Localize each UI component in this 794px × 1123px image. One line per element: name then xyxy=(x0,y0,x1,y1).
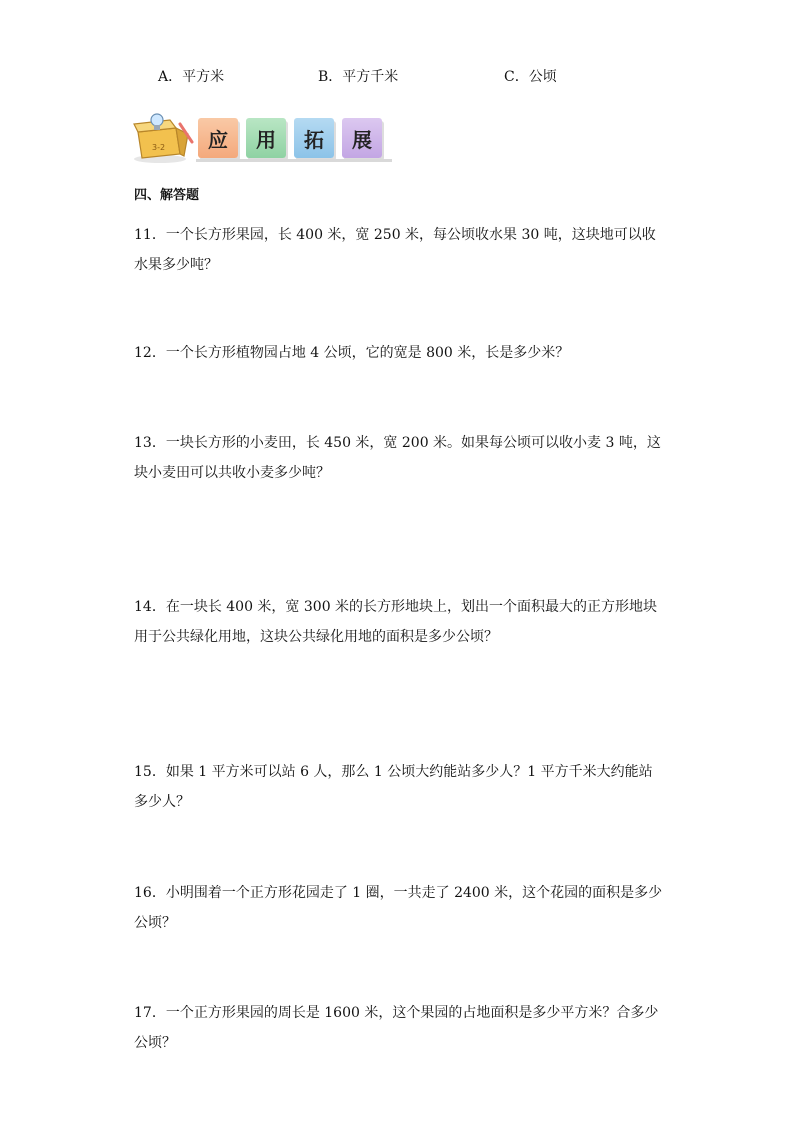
question-14: 14．在一块长 400 米，宽 300 米的长方形地块上，划出一个面积最大的正方形地块用于公共绿化用地，这块公共绿化用地的面积是多少公顷？ xyxy=(134,599,658,645)
choice-options xyxy=(0,66,794,88)
banner-tile-2: 用 xyxy=(246,118,286,158)
toolbox-mascot-icon xyxy=(130,112,196,164)
section-banner xyxy=(130,112,400,164)
question-13: 13．一块长方形的小麦田，长 450 米，宽 200 米。如果每公顷可以收小麦 3 吨，这块小麦田可以共收小麦多少吨？ xyxy=(134,435,661,481)
option-c: C．公顷 xyxy=(504,69,557,85)
question-12: 12．一个长方形植物园占地 4 公顷，它的宽是 800 米，长是多少米？ xyxy=(134,345,570,361)
section-title: 四、解答题 xyxy=(134,188,200,203)
question-11: 11．一个长方形果园，长 400 米，宽 250 米，每公顷收水果 30 吨，这块地可以收水果多少吨？ xyxy=(134,227,656,273)
question-15: 15．如果 1 平方米可以站 6 人，那么 1 公顷大约能站多少人？1 平方千米大约能站多少人？ xyxy=(134,764,653,810)
option-b: B．平方千米 xyxy=(318,69,399,85)
banner-underline xyxy=(196,159,392,162)
question-16: 16．小明围着一个正方形花园走了 1 圈，一共走了 2400 米，这个花园的面积是多少公顷？ xyxy=(134,885,663,931)
banner-tile-4: 展 xyxy=(342,118,382,158)
option-a: A．平方米 xyxy=(158,69,225,85)
question-17: 17．一个正方形果园的周长是 1600 米，这个果园的占地面积是多少平方米？合多少公顷？ xyxy=(134,1005,659,1051)
svg-text:3-2: 3-2 xyxy=(152,143,166,152)
banner-tile-1: 应 xyxy=(198,118,238,158)
banner-tile-3: 拓 xyxy=(294,118,334,158)
